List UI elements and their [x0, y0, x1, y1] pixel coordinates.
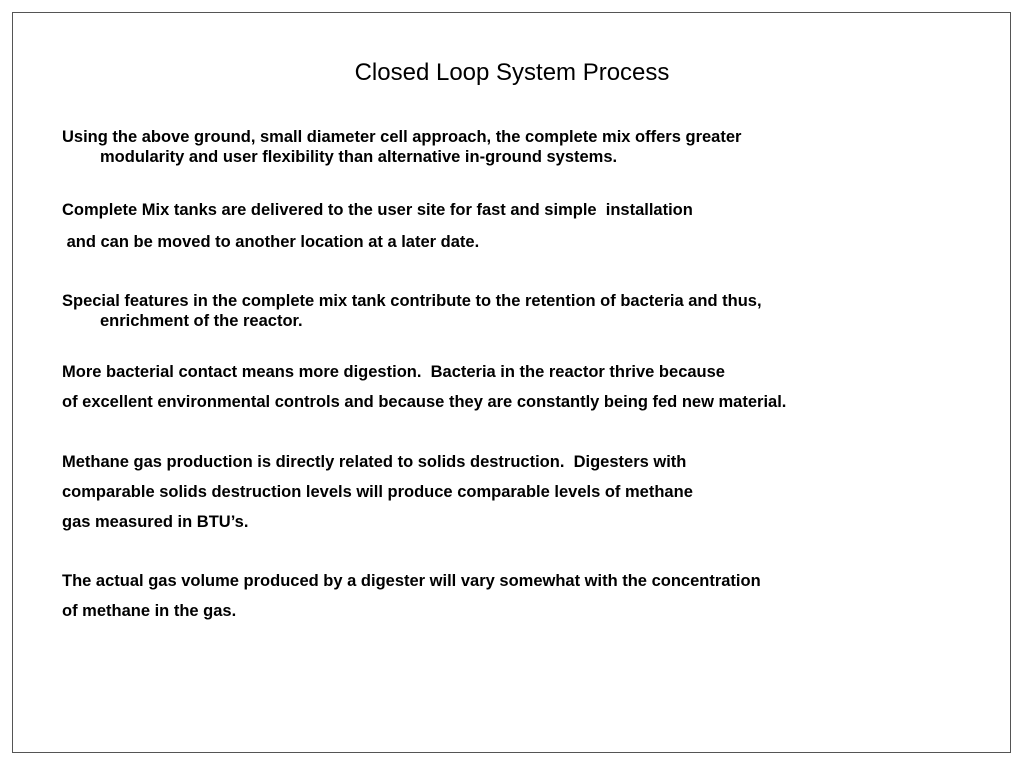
paragraph-line: comparable solids destruction levels will produce comparable levels of methane — [62, 483, 693, 501]
paragraph-line: Methane gas production is directly related to solids destruction. Digesters with — [62, 453, 687, 471]
paragraph-line: modularity and user flexibility than alternative in-ground systems. — [100, 148, 618, 166]
paragraph-line: enrichment of the reactor. — [100, 312, 303, 330]
paragraph-line: More bacterial contact means more digestion. Bacteria in the reactor thrive because — [62, 363, 725, 381]
paragraph-line: Using the above ground, small diameter cell approach, the complete mix offers greater — [62, 128, 742, 146]
slide-frame — [12, 12, 1011, 753]
paragraph-line: of excellent environmental controls and because they are constantly being fed new material. — [62, 393, 787, 411]
paragraph-line: of methane in the gas. — [62, 602, 237, 620]
paragraph-line: and can be moved to another location at a later date. — [62, 233, 480, 251]
slide-title: Closed Loop System Process — [354, 59, 670, 86]
paragraph-line: Complete Mix tanks are delivered to the user site for fast and simple installation — [62, 201, 693, 219]
paragraph-line: The actual gas volume produced by a digester will vary somewhat with the concentration — [62, 572, 761, 590]
paragraph-special-features — [62, 291, 962, 331]
paragraph-line: gas measured in BTU’s. — [62, 513, 249, 531]
paragraph-modularity — [62, 127, 962, 167]
paragraph-line: Special features in the complete mix tank contribute to the retention of bacteria and thus, — [62, 292, 762, 310]
